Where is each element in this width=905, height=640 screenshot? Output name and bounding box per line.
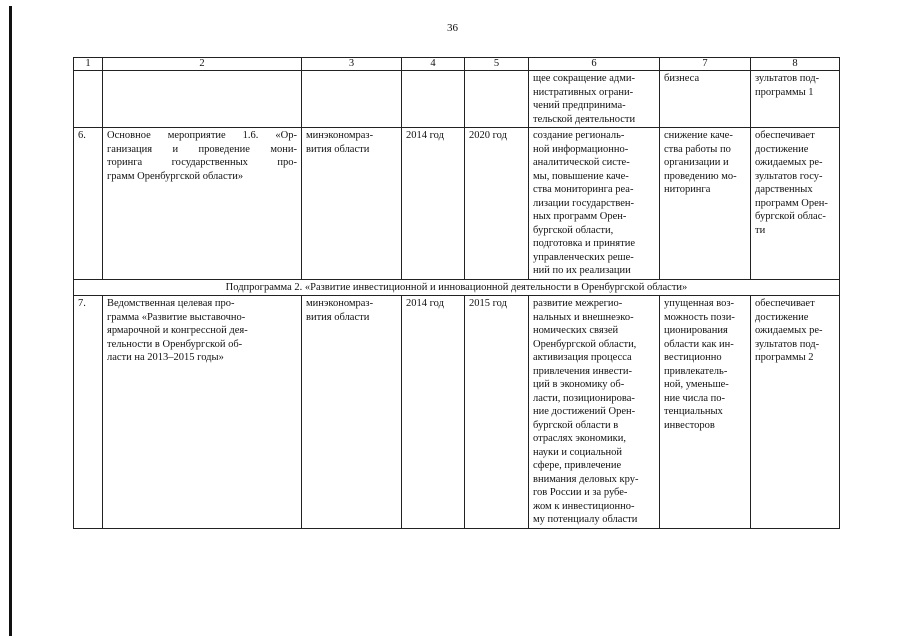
column-header-2: 2 xyxy=(103,58,302,71)
table-row-continued xyxy=(74,71,840,128)
text-line: зультатов госу- xyxy=(755,170,823,182)
text-line: обеспечивает xyxy=(755,130,815,141)
text-line: инвесторов xyxy=(664,419,715,431)
column-header-8: 8 xyxy=(751,58,840,71)
cell-link xyxy=(751,128,840,280)
table-row-6 xyxy=(74,128,840,280)
subprogram-header-row xyxy=(74,279,840,296)
text-line: науки и социальной xyxy=(533,446,623,458)
text-line: номических связей xyxy=(533,325,619,336)
cell-empty xyxy=(74,71,103,128)
cell-result xyxy=(529,71,660,128)
text-line: грамма «Развитие выставочно- xyxy=(107,311,246,323)
text-line: сфере, привлечение xyxy=(533,460,622,471)
consequences-text xyxy=(664,297,746,432)
link-text xyxy=(755,72,835,99)
cell-empty xyxy=(465,71,529,128)
text-line: минэкономраз- xyxy=(306,130,374,141)
text-line: привлекатель- xyxy=(664,365,728,377)
text-line: внимания деловых кру- xyxy=(533,473,639,485)
text-line: достижение xyxy=(755,143,809,155)
text-line: ных программ Орен- xyxy=(533,211,627,222)
text-line: ожидаемых ре- xyxy=(755,325,823,336)
text-line: привлечения инвести- xyxy=(533,365,633,377)
text-line: ниторинга xyxy=(664,184,711,195)
text-line: лизации государствен- xyxy=(533,197,634,209)
column-header-6: 6 xyxy=(529,58,660,71)
text-line: му потенциалу области xyxy=(533,514,638,525)
cell-measure-name xyxy=(103,296,302,529)
cell-start-year: 2014 год xyxy=(402,296,465,529)
text-line: программы 2 xyxy=(755,352,814,363)
text-line: минэкономраз- xyxy=(306,298,374,309)
consequences-text xyxy=(664,129,746,197)
text-line: ства работы по xyxy=(664,143,731,155)
cell-executor xyxy=(302,296,402,529)
column-header-1: 1 xyxy=(74,58,103,71)
measure-name-text xyxy=(107,297,297,365)
text-line: вития области xyxy=(306,143,370,155)
text-line: области как ин- xyxy=(664,338,734,350)
text-line: Основное мероприятие 1.6. «Ор- xyxy=(107,130,297,141)
text-line: отраслях экономики, xyxy=(533,433,626,444)
text-line: аналитической систе- xyxy=(533,157,630,168)
text-line: ной информационно- xyxy=(533,143,629,155)
text-line: Ведомственная целевая про- xyxy=(107,298,235,309)
text-line: ярмарочной и конгрессной дея- xyxy=(107,325,248,336)
text-line: ожидаемых ре- xyxy=(755,157,823,168)
text-line: мы, повышение каче- xyxy=(533,170,629,182)
cell-link xyxy=(751,296,840,529)
text-line: активизация процесса xyxy=(533,352,632,363)
text-line: бизнеса xyxy=(664,73,700,84)
text-line: тенциальных xyxy=(664,406,723,417)
cell-measure-name xyxy=(103,128,302,280)
cell-empty xyxy=(103,71,302,128)
text-line: ганизация и проведение мони- xyxy=(107,143,297,155)
text-line: развитие межрегио- xyxy=(533,298,623,309)
cell-end-year: 2020 год xyxy=(465,128,529,280)
consequences-text xyxy=(664,72,746,86)
text-line: вестиционно xyxy=(664,352,722,363)
subprogram-2-title: Подпрограмма 2. «Развитие инвестиционной и инновационной деятельности в Оренбургской области» xyxy=(74,279,840,296)
text-line: зультатов под- xyxy=(755,338,820,350)
text-line: достижение xyxy=(755,311,809,323)
cell-empty xyxy=(402,71,465,128)
text-line: бургской области в xyxy=(533,419,619,431)
text-line: ний по их реализации xyxy=(533,265,631,276)
measure-name-text xyxy=(107,129,297,183)
text-line: ства мониторинга реа- xyxy=(533,184,634,195)
text-line: грамм Оренбургской области» xyxy=(107,170,244,182)
column-header-3: 3 xyxy=(302,58,402,71)
cell-empty xyxy=(302,71,402,128)
text-line: зультатов под- xyxy=(755,73,820,84)
text-line: ние числа по- xyxy=(664,392,725,404)
link-text xyxy=(755,129,835,237)
column-header-5: 5 xyxy=(465,58,529,71)
text-line: можность пози- xyxy=(664,311,735,323)
text-line: проведению мо- xyxy=(664,170,737,182)
text-line: снижение каче- xyxy=(664,130,733,141)
text-line: ной, уменьше- xyxy=(664,379,729,390)
text-line: Оренбургской области, xyxy=(533,338,637,350)
text-line: щее сокращение адми- xyxy=(533,73,635,84)
text-line: программ Орен- xyxy=(755,197,828,209)
text-line: ласти на 2013–2015 годы» xyxy=(107,352,224,363)
text-line: жом к инвестиционно- xyxy=(533,500,635,512)
text-line: управленческих реше- xyxy=(533,251,634,263)
text-line: чений предпринима- xyxy=(533,100,626,111)
text-line: ций в экономику об- xyxy=(533,379,625,390)
program-table xyxy=(73,57,840,529)
cell-consequences xyxy=(660,128,751,280)
text-line: бургской области, xyxy=(533,224,614,236)
column-number-row xyxy=(74,58,840,71)
column-header-4: 4 xyxy=(402,58,465,71)
text-line: гов России и за рубе- xyxy=(533,487,628,498)
text-line: дарственных xyxy=(755,184,813,195)
text-line: тельности в Оренбургской об- xyxy=(107,338,243,350)
text-line: нистративных ограни- xyxy=(533,86,634,98)
executor-text xyxy=(306,129,397,156)
text-line: бургской облас- xyxy=(755,211,826,222)
text-line: нальных и внешнеэко- xyxy=(533,311,634,323)
text-line: упущенная воз- xyxy=(664,298,734,309)
cell-result xyxy=(529,128,660,280)
cell-result xyxy=(529,296,660,529)
executor-text xyxy=(306,297,397,324)
row-number: 7. xyxy=(74,296,103,529)
cell-start-year: 2014 год xyxy=(402,128,465,280)
text-line: создание региональ- xyxy=(533,130,625,141)
page-edge-bar xyxy=(9,6,12,636)
result-text xyxy=(533,129,655,278)
cell-consequences xyxy=(660,71,751,128)
cell-executor xyxy=(302,128,402,280)
link-text xyxy=(755,297,835,365)
cell-link xyxy=(751,71,840,128)
text-line: торинга государственных про- xyxy=(107,157,297,168)
text-line: организации и xyxy=(664,157,729,168)
result-text xyxy=(533,297,655,527)
row-number: 6. xyxy=(74,128,103,280)
column-header-7: 7 xyxy=(660,58,751,71)
text-line: ние достижений Орен- xyxy=(533,406,636,417)
cell-end-year: 2015 год xyxy=(465,296,529,529)
text-line: тельской деятельности xyxy=(533,113,636,125)
text-line: программы 1 xyxy=(755,86,814,98)
text-line: обеспечивает xyxy=(755,298,815,309)
page-number: 36 xyxy=(447,22,458,34)
text-line: ти xyxy=(755,224,766,236)
text-line: вития области xyxy=(306,311,370,323)
cell-consequences xyxy=(660,296,751,529)
text-line: подготовка и принятие xyxy=(533,238,636,249)
result-text xyxy=(533,72,655,126)
text-line: ласти, позиционирова- xyxy=(533,392,635,404)
table-row-7 xyxy=(74,296,840,529)
text-line: ционирования xyxy=(664,325,728,336)
